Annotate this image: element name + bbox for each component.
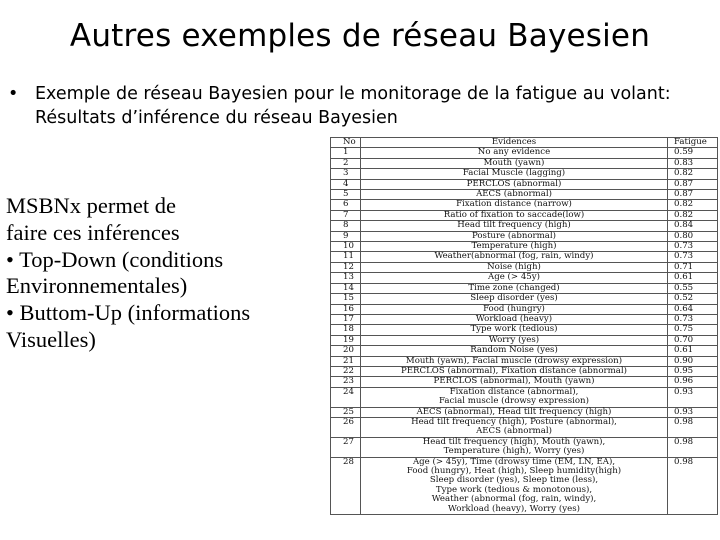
evidence-line: PERCLOS (abnormal) bbox=[466, 178, 562, 189]
table-row bbox=[331, 221, 718, 231]
row-evidence bbox=[361, 294, 668, 304]
table-body bbox=[331, 148, 718, 515]
table-header-row bbox=[331, 138, 718, 148]
table-row bbox=[331, 148, 718, 158]
row-number: 20 bbox=[331, 346, 361, 356]
evidence-line: No any evidence bbox=[477, 147, 551, 158]
description-line: Visuelles) bbox=[6, 326, 96, 352]
evidence-line: Age (> 45y) bbox=[488, 272, 540, 283]
description-line: • Buttom-Up (informations bbox=[6, 300, 251, 326]
row-number: 15 bbox=[331, 294, 361, 304]
row-evidence bbox=[361, 356, 668, 366]
row-number: 19 bbox=[331, 335, 361, 345]
row-evidence bbox=[361, 387, 668, 407]
row-fatigue: 0.95 bbox=[668, 366, 718, 376]
table-row bbox=[331, 273, 718, 283]
row-fatigue: 0.73 bbox=[668, 314, 718, 324]
row-evidence bbox=[361, 179, 668, 189]
evidence-line: PERCLOS (abnormal), Mouth (yawn) bbox=[433, 376, 595, 387]
evidence-line: Sleep disorder (yes), Sleep time (less), bbox=[429, 475, 599, 486]
inference-results-table bbox=[330, 137, 720, 515]
evidence-line: Random Noise (yes) bbox=[470, 345, 558, 356]
row-number: 24 bbox=[331, 387, 361, 407]
row-number: 8 bbox=[331, 221, 361, 231]
row-evidence bbox=[361, 148, 668, 158]
row-fatigue: 0.80 bbox=[668, 231, 718, 241]
header-evidences: Evidences bbox=[361, 138, 668, 148]
table-row bbox=[331, 169, 718, 179]
evidence-line: Temperature (high) bbox=[471, 241, 557, 252]
msbnx-description bbox=[6, 193, 322, 354]
row-fatigue: 0.96 bbox=[668, 377, 718, 387]
header-no: No bbox=[331, 138, 361, 148]
evidence-line: Fixation distance (abnormal), bbox=[449, 386, 579, 397]
row-number: 28 bbox=[331, 457, 361, 514]
row-fatigue: 0.52 bbox=[668, 294, 718, 304]
row-fatigue: 0.61 bbox=[668, 346, 718, 356]
evidence-line: Workload (heavy) bbox=[475, 313, 553, 324]
row-number: 5 bbox=[331, 190, 361, 200]
evidence-line: Type work (tedious) bbox=[470, 324, 558, 335]
evidence-line: Food (hungry) bbox=[483, 303, 545, 314]
row-number: 18 bbox=[331, 325, 361, 335]
evidence-line: Worry (yes) bbox=[488, 334, 540, 345]
row-evidence bbox=[361, 221, 668, 231]
row-fatigue: 0.73 bbox=[668, 252, 718, 262]
row-evidence bbox=[361, 417, 668, 437]
row-number: 14 bbox=[331, 283, 361, 293]
evidence-line: Temperature (high), Worry (yes) bbox=[443, 446, 585, 457]
row-evidence bbox=[361, 231, 668, 241]
evidence-line: Facial Muscle (lagging) bbox=[462, 168, 566, 179]
evidence-line: Sleep disorder (yes) bbox=[470, 293, 558, 304]
table-row bbox=[331, 304, 718, 314]
row-fatigue: 0.84 bbox=[668, 221, 718, 231]
row-number: 12 bbox=[331, 262, 361, 272]
table-row bbox=[331, 294, 718, 304]
intro-bullet-text: Exemple de réseau Bayesien pour le monitorage de la fatigue au volant: Résultats d’inférence du réseau Bayesien bbox=[35, 84, 671, 128]
table-row bbox=[331, 387, 718, 407]
row-number: 13 bbox=[331, 273, 361, 283]
row-fatigue: 0.61 bbox=[668, 273, 718, 283]
evidence-line: Facial muscle (drowsy expression) bbox=[439, 396, 589, 407]
table-row bbox=[331, 356, 718, 366]
row-evidence bbox=[361, 407, 668, 417]
evidence-line: Head tilt frequency (high), Posture (abnormal), bbox=[411, 416, 617, 427]
row-number: 10 bbox=[331, 242, 361, 252]
evidence-line: Weather(abnormal (fog, rain, windy) bbox=[434, 251, 594, 262]
row-evidence bbox=[361, 304, 668, 314]
row-evidence bbox=[361, 377, 668, 387]
slide-title: Autres exemples de réseau Bayesien bbox=[69, 18, 651, 54]
evidence-line: Time zone (changed) bbox=[468, 282, 560, 293]
row-fatigue: 0.87 bbox=[668, 179, 718, 189]
evidence-line: Ratio of fixation to saccade(low) bbox=[443, 209, 585, 220]
row-number: 21 bbox=[331, 356, 361, 366]
row-fatigue: 0.70 bbox=[668, 335, 718, 345]
row-fatigue: 0.93 bbox=[668, 387, 718, 407]
row-number: 17 bbox=[331, 314, 361, 324]
row-fatigue: 0.71 bbox=[668, 262, 718, 272]
row-evidence bbox=[361, 346, 668, 356]
table-row bbox=[331, 417, 718, 437]
row-fatigue: 0.98 bbox=[668, 437, 718, 457]
evidence-line: Food (hungry), Heat (high), Sleep humidity(high) bbox=[406, 466, 622, 476]
evidence-line: Fixation distance (narrow) bbox=[456, 199, 572, 210]
row-fatigue: 0.90 bbox=[668, 356, 718, 366]
row-number: 23 bbox=[331, 377, 361, 387]
row-evidence bbox=[361, 273, 668, 283]
row-fatigue: 0.93 bbox=[668, 407, 718, 417]
row-fatigue: 0.55 bbox=[668, 283, 718, 293]
table-row bbox=[331, 179, 718, 189]
intro-bullet bbox=[8, 82, 708, 130]
evidence-line: AECS (abnormal), Head tilt frequency (high) bbox=[416, 406, 612, 417]
evidence-line: PERCLOS (abnormal), Fixation distance (abnormal) bbox=[401, 365, 627, 376]
table-row bbox=[331, 252, 718, 262]
row-evidence bbox=[361, 200, 668, 210]
row-fatigue: 0.83 bbox=[668, 158, 718, 168]
header-fatigue: Fatigue bbox=[668, 138, 718, 148]
row-number: 22 bbox=[331, 366, 361, 376]
row-fatigue: 0.98 bbox=[668, 457, 718, 514]
evidence-line: Mouth (yawn) bbox=[483, 157, 545, 168]
row-number: 1 bbox=[331, 148, 361, 158]
row-number: 26 bbox=[331, 417, 361, 437]
evidence-line: AECS (abnormal) bbox=[476, 189, 552, 200]
row-number: 7 bbox=[331, 210, 361, 220]
row-fatigue: 0.73 bbox=[668, 242, 718, 252]
bullet-icon: • bbox=[8, 84, 19, 104]
row-number: 27 bbox=[331, 437, 361, 457]
evidence-line: AECS (abnormal) bbox=[476, 426, 552, 437]
row-evidence bbox=[361, 437, 668, 457]
table-row bbox=[331, 325, 718, 335]
table-row bbox=[331, 437, 718, 457]
row-fatigue: 0.59 bbox=[668, 148, 718, 158]
row-fatigue: 0.82 bbox=[668, 169, 718, 179]
row-evidence bbox=[361, 325, 668, 335]
evidence-line: Head tilt frequency (high) bbox=[457, 220, 571, 231]
row-evidence bbox=[361, 252, 668, 262]
evidence-line: Mouth (yawn), Facial muscle (drowsy expression) bbox=[405, 355, 623, 366]
table-row bbox=[331, 407, 718, 417]
row-number: 2 bbox=[331, 158, 361, 168]
row-number: 9 bbox=[331, 231, 361, 241]
row-number: 16 bbox=[331, 304, 361, 314]
evidence-line: Head tilt frequency (high), Mouth (yawn), bbox=[422, 436, 606, 447]
evidence-line: Type work (tedious & monotonous), bbox=[435, 484, 593, 495]
row-fatigue: 0.98 bbox=[668, 417, 718, 437]
description-line: faire ces inférences bbox=[6, 219, 180, 245]
row-fatigue: 0.82 bbox=[668, 210, 718, 220]
evidence-line: Weather (abnormal (fog, rain, windy), bbox=[431, 494, 597, 505]
table-row bbox=[331, 377, 718, 387]
evidence-line: Age (> 45y), Time (drowsy time (EM, LN, EA), bbox=[412, 456, 616, 467]
row-fatigue: 0.75 bbox=[668, 325, 718, 335]
row-number: 6 bbox=[331, 200, 361, 210]
row-fatigue: 0.64 bbox=[668, 304, 718, 314]
row-evidence bbox=[361, 457, 668, 514]
description-line: Environnementales) bbox=[6, 273, 188, 299]
description-line: • Top-Down (conditions bbox=[6, 246, 224, 272]
row-fatigue: 0.82 bbox=[668, 200, 718, 210]
table-row bbox=[331, 200, 718, 210]
evidence-line: Posture (abnormal) bbox=[471, 230, 557, 241]
evidence-line: Workload (heavy), Worry (yes) bbox=[448, 503, 580, 514]
row-number: 11 bbox=[331, 252, 361, 262]
table-row bbox=[331, 346, 718, 356]
evidence-fatigue-table bbox=[330, 137, 718, 515]
row-evidence bbox=[361, 169, 668, 179]
row-number: 25 bbox=[331, 407, 361, 417]
evidence-line: Noise (high) bbox=[487, 261, 541, 272]
row-number: 3 bbox=[331, 169, 361, 179]
table-row bbox=[331, 457, 718, 514]
row-number: 4 bbox=[331, 179, 361, 189]
description-line: MSBNx permet de bbox=[6, 193, 176, 218]
table-row bbox=[331, 231, 718, 241]
row-fatigue: 0.87 bbox=[668, 190, 718, 200]
